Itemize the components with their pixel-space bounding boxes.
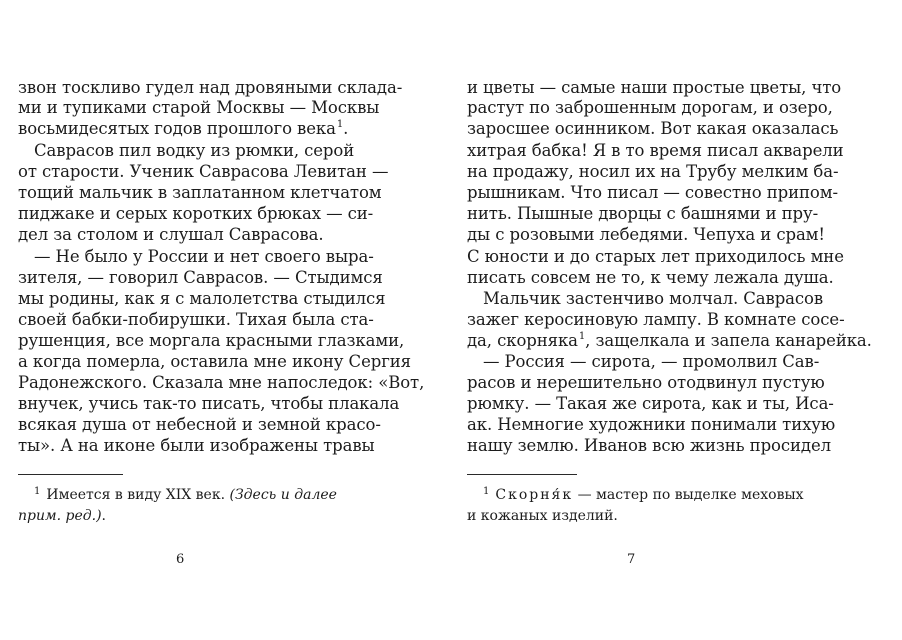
- text-line: С юности и до старых лет приходилось мне: [467, 247, 844, 266]
- footnote-line: и кожаных изделий.: [467, 508, 618, 524]
- text-line: тощий мальчик в заплатанном клетчатом: [18, 183, 382, 202]
- text-line: рушенция, все моргала красными глазками,: [18, 331, 405, 350]
- text-line: зажег керосиновую лампу. В комнате сосе-: [467, 310, 845, 329]
- text-line: внучек, учись так-то писать, чтобы плакала: [18, 394, 400, 413]
- text-line: рюмку. — Такая же сирота, как и ты, Иса-: [467, 394, 834, 413]
- text-line: Мальчик застенчиво молчал. Саврасов: [483, 289, 824, 308]
- text-line: [467, 331, 872, 354]
- page-number: 6: [176, 552, 185, 567]
- footnote-text: — мастер по выделке меховых: [577, 487, 804, 503]
- footnote-text: Имеется в виду XIX век.: [46, 487, 226, 503]
- text-line: и цветы — самые наши простые цветы, что: [467, 78, 842, 97]
- footnote-text: .: [101, 508, 106, 524]
- text-line: мы родины, как я с малолетства стыдился: [18, 289, 386, 308]
- text-line: писать совсем не то, к чему лежала душа.: [467, 268, 834, 287]
- text-line: Саврасов пил водку из рюмки, серой: [34, 141, 355, 160]
- text-line: всякая душа от небесной и земной красо-: [18, 415, 381, 434]
- text-line-content: восьмидесятых годов прошлого века: [18, 119, 336, 138]
- footnote-italic: (Здесь и далее: [229, 487, 337, 503]
- right-page: [451, 0, 902, 640]
- text-line-content: да, скорняка: [467, 331, 578, 350]
- text-line: зителя, — говорил Саврасов. — Стыдимся: [18, 268, 383, 287]
- text-line: а когда померла, оставила мне икону Сергия: [18, 352, 411, 371]
- footnote-mark: 1: [483, 486, 490, 497]
- text-line: растут по заброшенным дорогам, и озеро,: [467, 98, 833, 117]
- text-line: хитрая бабка! Я в то время писал акварели: [467, 141, 844, 160]
- text-line: Радонежского. Сказала мне напоследок: «Вот,: [18, 373, 425, 392]
- text-line: ак. Немногие художники понимали тихую: [467, 415, 836, 434]
- text-line: ды с розовыми лебедями. Чепуха и срам!: [467, 225, 825, 244]
- page-number: 7: [627, 552, 636, 567]
- text-line: — Не было у России и нет своего выра-: [34, 247, 374, 266]
- footnote-mark: 1: [34, 486, 41, 497]
- footnote-italic: прим. ред.): [18, 508, 102, 524]
- text-line: от старости. Ученик Саврасова Левитан —: [18, 162, 389, 181]
- text-line: восьмидесятых годов прошлого века$^1$.: [18, 119, 349, 138]
- text-line: — Россия — сирота, — промолвил Сав-: [483, 352, 820, 371]
- footnote-term: Скорня́к: [495, 487, 574, 503]
- text-line: нашу землю. Иванов всю жизнь просидел: [467, 436, 832, 455]
- text-line: нить. Пышные дворцы с башнями и пру-: [467, 204, 819, 223]
- text-line: заросшее осинником. Вот какая оказалась: [467, 119, 839, 138]
- text-line: пиджаке и серых коротких брюках — си-: [18, 204, 374, 223]
- footnote-ref: 1: [336, 119, 344, 130]
- text-line: своей бабки-побирушки. Тихая была ста-: [18, 310, 374, 329]
- footnote-divider: [18, 474, 123, 475]
- text-line: расов и нерешительно отодвинул пустую: [467, 373, 825, 392]
- footnote-ref: 1: [578, 331, 586, 342]
- text-line: на продажу, носил их на Трубу мелким ба-: [467, 162, 839, 181]
- footnote-divider: [467, 474, 577, 475]
- text-line: рышникам. Что писал — совестно припом-: [467, 183, 838, 202]
- text-line-content: , защелкала и запела канарейка.: [585, 331, 872, 350]
- text-line: ми и тупиками старой Москвы — Москвы: [18, 98, 380, 117]
- footnote-line: [18, 505, 106, 527]
- text-line: дел за столом и слушал Саврасова.: [18, 225, 324, 244]
- text-line: ты». А на иконе были изображены травы: [18, 436, 375, 455]
- text-line: звон тоскливо гудел над дровяными склада-: [18, 78, 403, 97]
